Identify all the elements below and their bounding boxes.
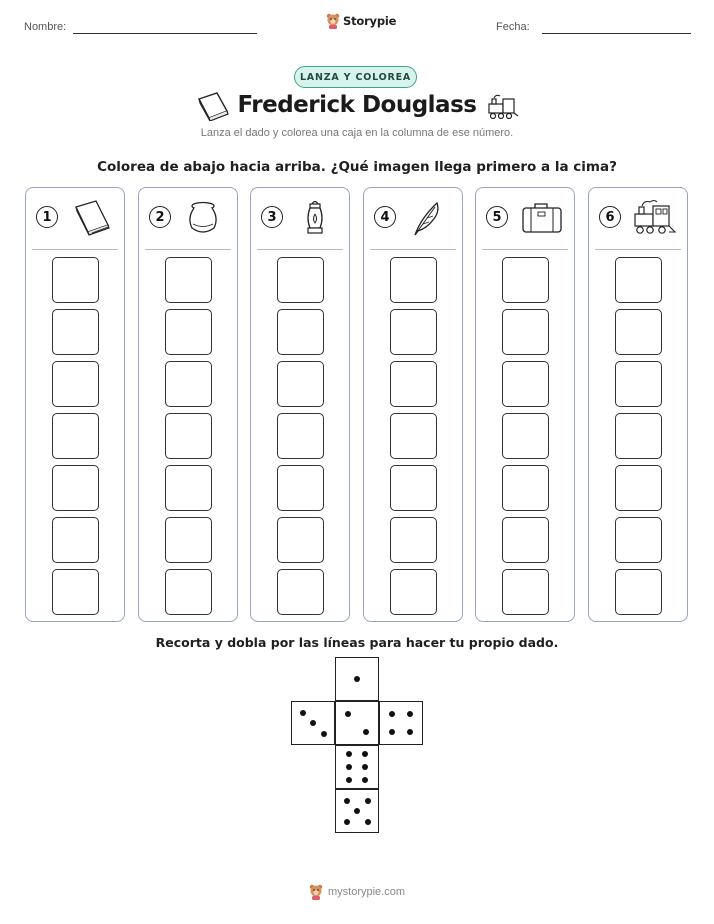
subtitle: Lanza el dado y colorea una caja en la columna de ese número. [200, 127, 514, 139]
dice-face-2 [335, 701, 379, 745]
dice-pip [362, 751, 368, 757]
dice-pip [389, 711, 395, 717]
dice-pip [346, 764, 352, 770]
dice-pip [321, 731, 327, 737]
activity-badge: LANZA Y COLOREA [294, 66, 417, 88]
dice-face-4 [379, 701, 423, 745]
date-label: Fecha: [496, 21, 530, 33]
dice-pip [346, 751, 352, 757]
dice-pip [389, 729, 395, 735]
dice-face-3 [291, 701, 335, 745]
page-title: Frederick Douglass [237, 92, 477, 118]
column-number: 1 [36, 206, 58, 228]
bear-mascot-icon [309, 884, 323, 900]
brand-name: Storypie [343, 14, 397, 28]
dice-face-1 [335, 657, 379, 701]
column-number: 3 [261, 206, 283, 228]
dice-pip [363, 729, 369, 735]
dice-pip [354, 676, 360, 682]
dice-pip [362, 777, 368, 783]
footer-url: mystorypie.com [328, 886, 406, 898]
dice-face-6 [335, 745, 379, 789]
dice-pip [300, 710, 306, 716]
column-number: 4 [374, 206, 396, 228]
dice-pip [344, 819, 350, 825]
column-number: 2 [149, 206, 171, 228]
dice-pip [346, 777, 352, 783]
dice-pip [354, 808, 360, 814]
dice-face-5 [335, 789, 379, 833]
dice-pip [407, 729, 413, 735]
dice-pip [345, 711, 351, 717]
dice-pip [365, 798, 371, 804]
name-label: Nombre: [24, 21, 67, 33]
dice-pip [310, 720, 316, 726]
column-number: 5 [486, 206, 508, 228]
coloring-instruction: Colorea de abajo hacia arriba. ¿Qué imagen llega primero a la cima? [97, 159, 617, 175]
dice-pip [407, 711, 413, 717]
dice-pip [344, 798, 350, 804]
column-number: 6 [599, 206, 621, 228]
dice-pip [362, 764, 368, 770]
footer [309, 884, 405, 900]
dice-instruction: Recorta y dobla por las líneas para hacer tu propio dado. [155, 635, 559, 650]
dice-pip [365, 819, 371, 825]
